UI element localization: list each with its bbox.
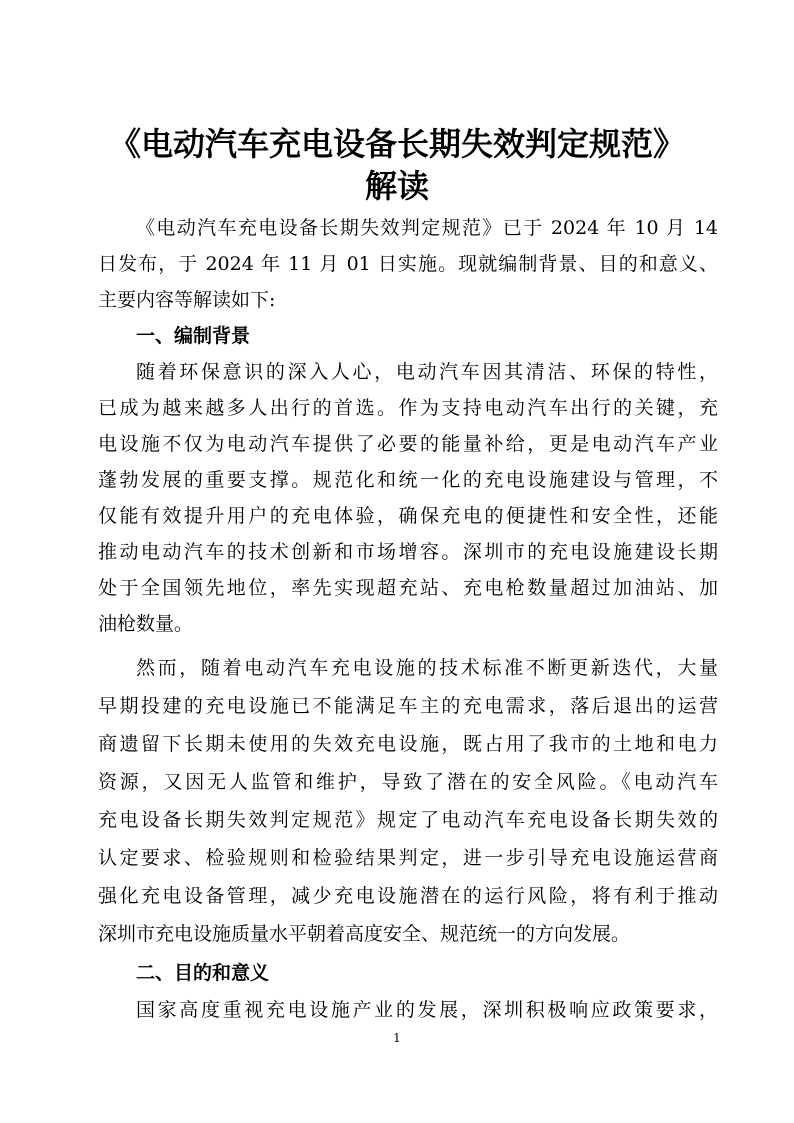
- paragraph-line: 油枪数量。: [98, 613, 194, 635]
- paragraph-line: 深圳市充电设施质量水平朝着高度安全、规范统一的方向发展。: [98, 923, 631, 945]
- page-number: 1: [393, 1031, 401, 1045]
- paragraph-line: 随着环保意识的深入人心，电动汽车因其清洁、环保的特性，: [136, 361, 718, 383]
- paragraph-line: 认定要求、检验规则和检验结果判定，进一步引导充电设施运营商: [98, 847, 718, 869]
- paragraph-line: 蓬勃发展的重要支撑。规范化和统一化的充电设施建设与管理，不: [98, 469, 718, 491]
- paragraph-line: 日发布，于 2024 年 11 月 01 日实施。现就编制背景、目的和意义、: [98, 253, 718, 275]
- paragraph-line: 国家高度重视充电设施产业的发展，深圳积极响应政策要求，: [136, 999, 718, 1021]
- paragraph-line: 充电设备长期失效判定规范》规定了电动汽车充电设备长期失效的: [98, 809, 718, 831]
- paragraph-line: 商遗留下长期未使用的失效充电设施，既占用了我市的土地和电力: [98, 733, 718, 755]
- paragraph-line: 《电动汽车充电设备长期失效判定规范》已于 2024 年 10 月 14: [136, 217, 718, 239]
- document-title-subtitle: 解读: [364, 167, 429, 205]
- paragraph-line: 早期投建的充电设施已不能满足车主的充电需求，落后退出的运营: [98, 695, 718, 717]
- paragraph-line: 处于全国领先地位，率先实现超充站、充电枪数量超过加油站、加: [98, 577, 718, 599]
- section-heading-background: 一、编制背景: [136, 325, 251, 347]
- paragraph-line: 电设施不仅为电动汽车提供了必要的能量补给，更是电动汽车产业: [98, 433, 718, 455]
- paragraph-line: 主要内容等解读如下:: [98, 289, 276, 311]
- paragraph-line: 仅能有效提升用户的充电体验，确保充电的便捷性和安全性，还能: [98, 505, 718, 527]
- paragraph-line: 然而，随着电动汽车充电设施的技术标准不断更新迭代，大量: [136, 657, 718, 679]
- document-title: 《电动汽车充电设备长期失效判定规范》: [108, 125, 685, 163]
- paragraph-line: 推动电动汽车的技术创新和市场增容。深圳市的充电设施建设长期: [98, 541, 718, 563]
- paragraph-line: 强化充电设备管理，减少充电设施潜在的运行风险，将有利于推动: [98, 885, 718, 907]
- paragraph-line: 已成为越来越多人出行的首选。作为支持电动汽车出行的关键，充: [98, 397, 718, 419]
- paragraph-line: 资源，又因无人监管和维护，导致了潜在的安全风险。《电动汽车: [98, 771, 718, 793]
- section-heading-purpose: 二、目的和意义: [136, 962, 270, 984]
